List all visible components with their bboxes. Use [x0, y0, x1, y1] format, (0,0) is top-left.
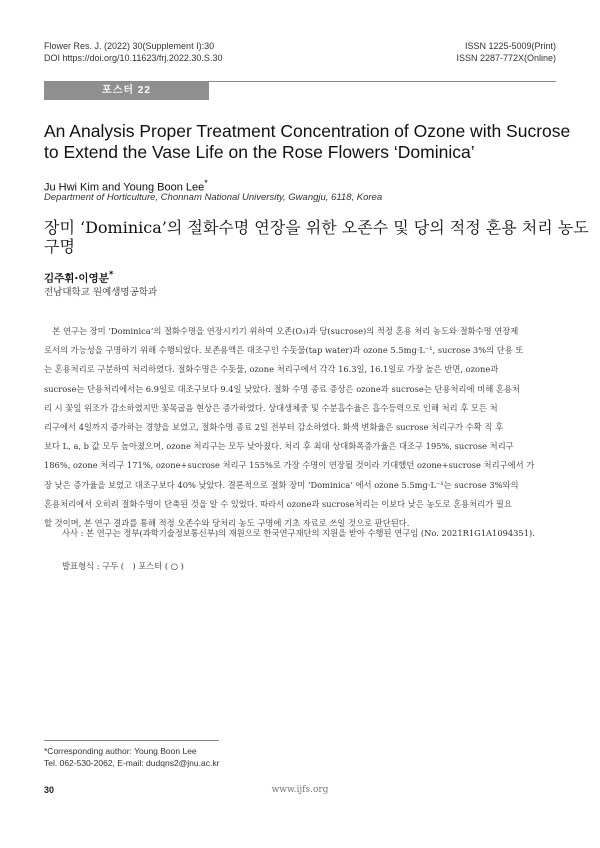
doi-line[interactable]: DOI https://doi.org/10.11623/frj.2022.30.S.30	[44, 53, 223, 63]
corresponding-author: *Corresponding author: Young Boon Lee	[44, 746, 197, 756]
footnote	[44, 745, 219, 769]
abstract-line: 혼용처리에서 오히려 절화수명이 단축된 것을 알 수 있었다. 따라서 ozone과 sucrose처리는 이보다 낮은 농도로 혼용처리가 필요	[44, 498, 512, 509]
abstract-line: 리구에서 4일까지 증가하는 경향을 보였고, 절화수명 종료 2일 전부터 감소하였다. 화색 변화율은 sucrose 처리구가 수확 직 후	[44, 422, 504, 433]
english-title-line-1: An Analysis Proper Treatment Concentration of Ozone with Sucrose	[44, 121, 571, 141]
english-affiliation: Department of Horticulture, Chonnam National University, Gwangju, 6118, Korea	[44, 192, 383, 203]
abstract-line: 본 연구는 장미 ‘Dominica’의 절화수명을 연장시키기 위하여 오존(O₃)과 당(sucrose)의 적정 혼용 처리 농도와 절화수명 연장제	[44, 326, 519, 336]
contact-info: Tel. 062-530-2062, E-mail: dudqns2@jnu.ac.kr	[44, 758, 220, 768]
abstract-line: 로서의 가능성을 구명하기 위해 수행되었다. 보존용액은 대조구인 수돗물(tap water)과 ozone 5.5mg·L⁻¹, sucrose 3%의 단용 또	[44, 345, 524, 356]
page-number: 30	[44, 785, 55, 795]
acknowledgement: 사사 : 본 연구는 정부(과학기술정보통신부)의 재원으로 한국연구재단의 지원을 받아 수행된 연구임 (No. 2021R1G1A1094351).	[62, 528, 535, 538]
abstract-line: 장 낮은 증가율을 보였고 대조구보다 40% 낮았다. 결론적으로 절화 장미 ‘Dominica’ 에서 ozone 5.5mg·L⁻¹는 sucrose 3%와의	[44, 479, 519, 490]
journal-citation: Flower Res. J. (2022) 30(Supplement I):30	[44, 41, 215, 51]
journal-header-right	[456, 40, 556, 64]
korean-title-line-2: 구명	[44, 237, 75, 256]
korean-affiliation: 전남대학교 원예생명공학과	[44, 287, 158, 298]
abstract-line: 보다 L, a, b 값 모두 높아졌으며, ozone 처리구는 모두 낮아졌다. 처리 후 최대 상대화폭증가율은 대조구 195%, sucrose 처리구	[44, 441, 514, 452]
abstract-line: 할 것이며, 본 연구 결과를 통해 적정 오존수와 당처리 농도 구명에 기초 자료로 쓰일 것으로 판단된다.	[44, 518, 410, 529]
abstract-line: sucrose는 단용처리에서는 6.9일로 대조구보다 9.4일 낮았다. 절화 수명 종료 증상은 ozone과 sucrose는 단용처리에 비해 혼용처	[44, 383, 520, 394]
korean-title-line-1: 장미 ‘Dominica’의 절화수명 연장을 위한 오존수 및 당의 적정 혼용 처리 농도	[44, 218, 589, 237]
presentation-format: 발표형식 : 구두 ( ) 포스터 ( ○ )	[62, 561, 184, 571]
abstract-line: 186%, ozone 처리구 171%, ozone+sucrose 처리구 155%로 가장 수명이 연장될 것이라 기대했던 ozone+sucrose 처리구에서 가	[44, 460, 535, 471]
footnote-divider	[44, 740, 219, 741]
abstract	[44, 322, 558, 533]
korean-authors	[44, 268, 113, 286]
korean-title	[44, 218, 589, 256]
korean-corresponding-mark: *	[108, 270, 114, 280]
issn-online: ISSN 2287-772X(Online)	[456, 53, 556, 63]
section-tag: 포스터 22	[44, 82, 209, 100]
english-title	[44, 121, 571, 163]
issn-print: ISSN 1225-5009(Print)	[464, 41, 556, 51]
korean-author-names: 김주휘·이영분	[44, 272, 109, 285]
english-title-line-2: to Extend the Vase Life on the Rose Flowers ‘Dominica’	[44, 142, 475, 162]
abstract-line: 리 시 꽃잎 위조가 감소하였지만 꽃목굽음 현상은 증가하였다. 상대생체중 및 수분흡수율은 흡수등력으로 인해 처리 후 모든 처	[44, 402, 498, 413]
english-author-names: Ju Hwi Kim and Young Boon Lee	[44, 181, 205, 194]
corresponding-mark: *	[204, 178, 208, 188]
abstract-line: 는 혼용처리로 구분하여 처리하였다. 절화수명은 수돗물, ozone 처리구에서 각각 16.3일, 16.1일로 가장 높은 반면, ozone과	[44, 364, 499, 375]
journal-header-left	[44, 40, 222, 64]
journal-website[interactable]: www.ijfs.org	[271, 785, 329, 795]
